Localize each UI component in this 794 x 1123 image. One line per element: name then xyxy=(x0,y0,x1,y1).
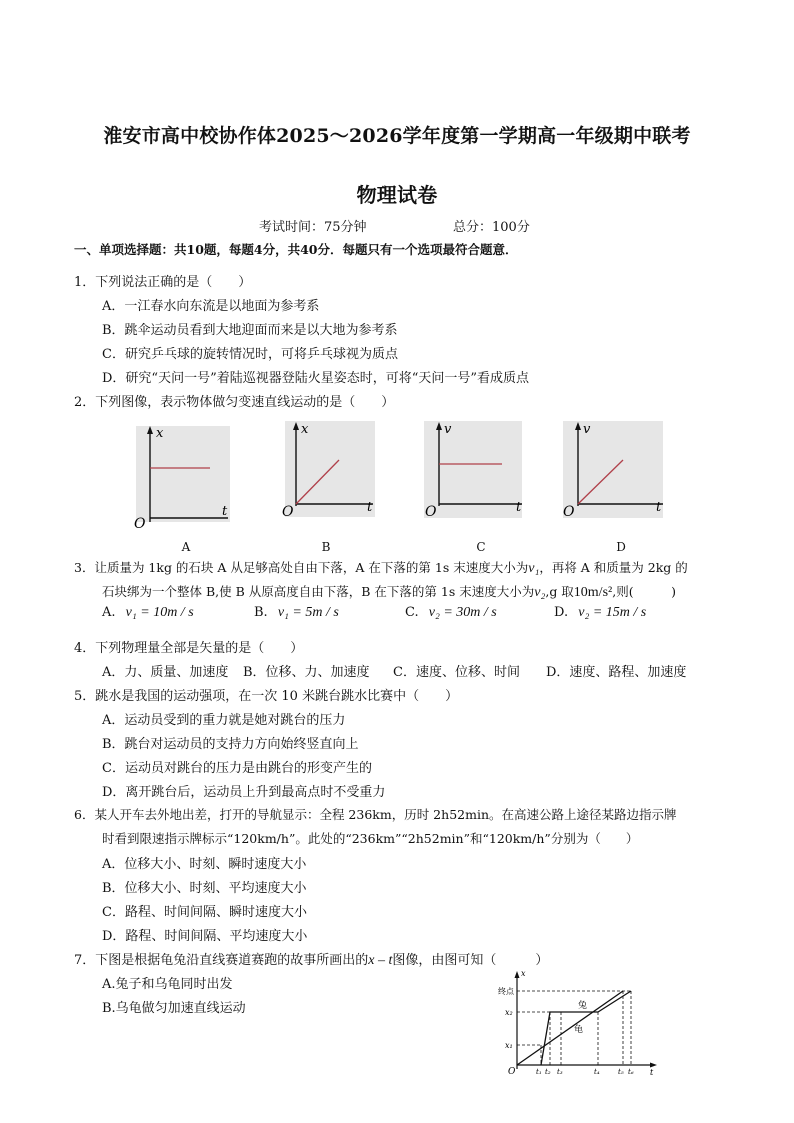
graph-a-origin: O xyxy=(134,516,146,530)
q3-line1 xyxy=(74,558,688,577)
q5-option-c: C．运动员对跳台的压力是由跳台的形变产生的 xyxy=(102,761,372,776)
graph-c-origin: O xyxy=(425,504,437,520)
q7-tortoise-line xyxy=(517,991,623,1065)
q3-option-c-expr: v₂ = 30m / s xyxy=(428,605,497,620)
q7-x1-label: x₁ xyxy=(505,1041,513,1050)
q3-option-a-expr: v₁ = 10m / s xyxy=(125,605,194,620)
q3-line2 xyxy=(102,582,676,601)
q1-option-d: D．研究“天问一号”着陆巡视器登陆火星姿态时，可将“天问一号”看成质点 xyxy=(102,371,530,386)
q7-stem-b: 图像，由图可知（ ） xyxy=(392,953,549,968)
q7-y-arrow xyxy=(515,971,520,978)
q4-option-a: A．力、质量、加速度 xyxy=(102,665,229,680)
q4-option-c: C．速度、位移、时间 xyxy=(393,665,520,680)
graph-a-y-label: x xyxy=(156,426,164,441)
graph-d-x-label: t xyxy=(656,500,662,515)
q3-option-c-letter: C. xyxy=(405,605,419,620)
q7-t4-label: t₄ xyxy=(594,1068,600,1076)
q7-stem-a: 7．下图是根据龟兔沿直线赛道赛跑的故事所画出的 xyxy=(74,953,369,968)
q3-option-a xyxy=(102,605,194,621)
q7-x-label: t xyxy=(650,1068,654,1076)
q5-option-b: B．跳台对运动员的支持力方向始终竖直向上 xyxy=(102,737,359,752)
q3-line2-text: 石块绑为一个整体 B,使 B 从原高度自由下落，B 在下落的第 1s 末速度大小为 xyxy=(102,584,535,599)
q7-y-label: x xyxy=(521,969,526,978)
q7-t2-label: t₂ xyxy=(545,1068,551,1076)
graph-b-label: B xyxy=(321,540,331,554)
graph-b-y-label: x xyxy=(301,422,309,437)
graph-d xyxy=(561,420,667,524)
q1-stem: 1．下列说法正确的是（ ） xyxy=(74,275,252,290)
q7-option-b: B.乌龟做匀加速直线运动 xyxy=(102,1001,246,1016)
graph-a-label: A xyxy=(181,540,191,554)
q7-x2-label: x₂ xyxy=(505,1008,513,1017)
q5-option-a: A．运动员受到的重力就是她对跳台的压力 xyxy=(102,713,346,728)
q7-x-arrow xyxy=(650,1063,657,1068)
graph-c xyxy=(420,420,528,524)
q3-option-b-expr: v₁ = 5m / s xyxy=(277,605,339,620)
q6-option-a: A．位移大小、时刻、瞬时速度大小 xyxy=(102,857,307,872)
q3-line2c: ,则( ) xyxy=(612,584,676,599)
graph-a-x-label: t xyxy=(222,504,228,519)
q7-t1-label: t₁ xyxy=(536,1068,542,1076)
q6-option-d: D．路程、时间间隔、平均速度大小 xyxy=(102,929,308,944)
q1-option-a: A．一江春水向东流是以地面为参考系 xyxy=(102,299,320,314)
q3-g-value: 10m/s² xyxy=(573,585,613,600)
q7-xt-graph xyxy=(496,966,662,1076)
q7-finish-label: 终点 xyxy=(498,987,514,996)
q7-t5-label: t₅ xyxy=(618,1068,624,1076)
q7-tortoise-label: 龟 xyxy=(574,1025,584,1035)
q3-option-a-letter: A. xyxy=(102,605,116,620)
graph-d-y-label: v xyxy=(583,422,591,437)
q6-option-c: C．路程、时间间隔、瞬时速度大小 xyxy=(102,905,307,920)
exam-time: 考试时间：75分钟 xyxy=(259,220,367,235)
graph-d-origin: O xyxy=(563,504,575,520)
q3-option-d-expr: v₂ = 15m / s xyxy=(578,605,647,620)
graph-b-origin: O xyxy=(282,504,294,520)
q6-option-b: B．位移大小、时刻、平均速度大小 xyxy=(102,881,307,896)
q5-option-d: D．离开跳台后，运动员上升到最高点时不受重力 xyxy=(102,785,386,800)
q7-stem xyxy=(74,949,548,969)
q6-line1: 6．某人开车去外地出差，打开的导航显示：全程 236km，历时 2h52min。在高速公路上途径某路边指示牌 xyxy=(74,807,677,822)
graph-d-label: D xyxy=(616,540,626,554)
q7-origin: O xyxy=(508,1067,516,1076)
q1-option-b: B．跳伞运动员看到大地迎面而来是以大地为参考系 xyxy=(102,323,398,338)
q7-stem-expr: x – t xyxy=(368,953,393,968)
graph-b-x-label: t xyxy=(367,500,373,515)
q7-rabbit-label: 兔 xyxy=(578,1001,588,1011)
exam-subtitle: 物理试卷 xyxy=(356,183,438,207)
graph-c-x-label: t xyxy=(516,500,522,515)
graph-c-y-label: v xyxy=(444,422,452,437)
graph-b xyxy=(279,420,381,524)
q7-t6-label: t₆ xyxy=(628,1068,634,1076)
graph-c-label: C xyxy=(476,540,486,554)
q4-stem: 4．下列物理量全部是矢量的是（ ） xyxy=(74,641,304,656)
q3-option-d-letter: D. xyxy=(554,605,569,620)
q3-v2: v₂ xyxy=(534,585,546,600)
q5-stem: 5．跳水是我国的运动强项，在一次 10 米跳台跳水比赛中（ ） xyxy=(74,689,459,704)
q7-option-a: A.兔子和乌龟同时出发 xyxy=(102,977,233,992)
q3-option-d xyxy=(554,605,646,621)
q7-t3-label: t₃ xyxy=(557,1068,563,1076)
section-heading: 一、单项选择题：共10题，每题4分，共40分．每题只有一个选项最符合题意． xyxy=(74,242,518,257)
total-score: 总分：100分 xyxy=(453,220,530,235)
q4-option-b: B．位移、力、加速度 xyxy=(243,665,370,680)
q3-option-b xyxy=(254,605,339,621)
graph-a xyxy=(128,420,234,530)
q3-option-c xyxy=(405,605,497,621)
q4-option-d: D．速度、路程、加速度 xyxy=(546,665,687,680)
q3-line2b: ,g 取 xyxy=(545,584,574,599)
q3-option-b-letter: B. xyxy=(254,605,268,620)
q2-stem: 2．下列图像，表示物体做匀变速直线运动的是（ ） xyxy=(74,395,395,410)
q1-option-c: C．研究乒乓球的旋转情况时，可将乒乓球视为质点 xyxy=(102,347,398,362)
q3-line1-text: 3．让质量为 1kg 的石块 A 从足够高处自由下落，A 在下落的第 1s 末速度大小为 xyxy=(74,560,529,575)
q3-line1b: ，再将 A 和质量为 2kg 的 xyxy=(539,560,688,575)
q6-line2: 时看到限速指示牌标示“120km/h”。此处的“236km”“2h52min”和“120km/h”分别为（ ） xyxy=(102,831,639,846)
q3-v1: v₁ xyxy=(528,561,540,576)
exam-title: 淮安市高中校协作体2025～2026学年度第一学期高一年级期中联考 xyxy=(103,125,691,147)
